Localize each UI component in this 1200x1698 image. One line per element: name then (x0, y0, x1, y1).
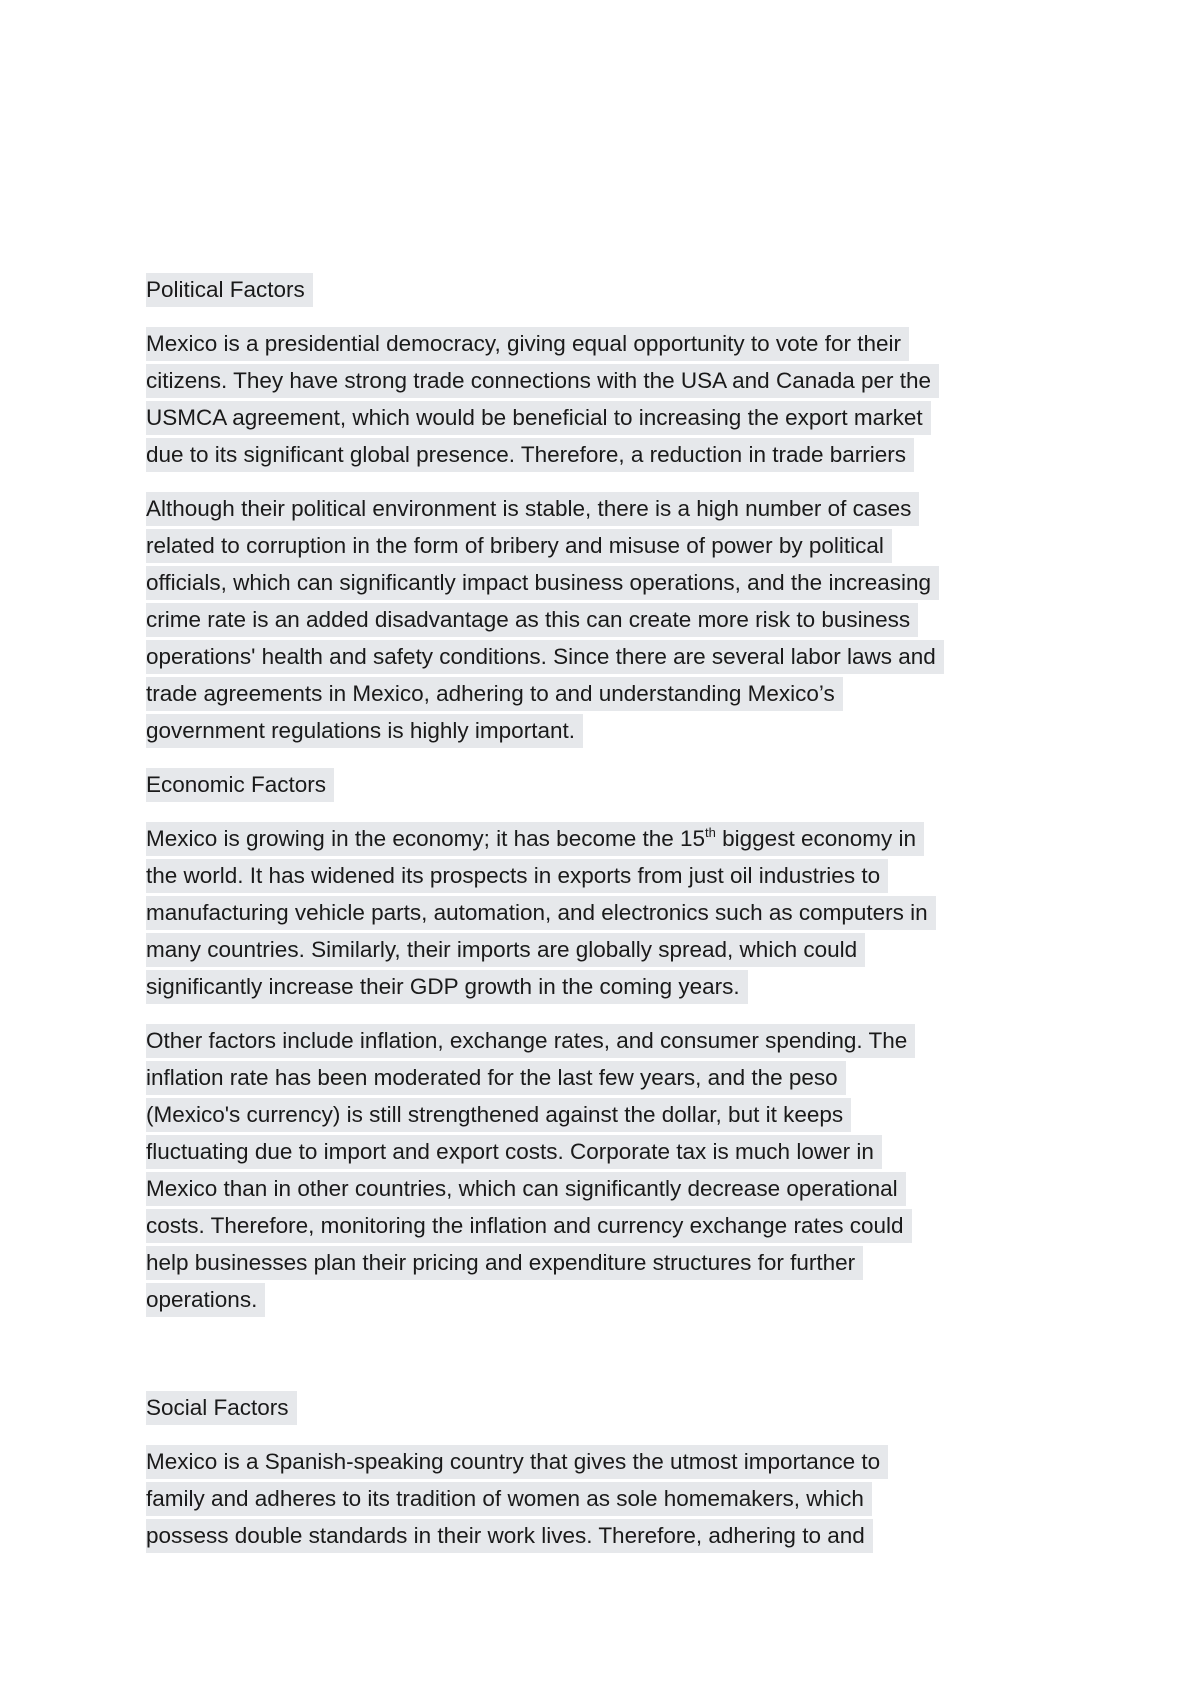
paragraph-line: possess double standards in their work lives. Therefore, adhering to and (146, 1517, 1086, 1554)
section-heading-political: Political Factors (146, 271, 1086, 308)
paragraph-line: Mexico than in other countries, which can significantly decrease operational (146, 1170, 1086, 1207)
paragraph-line: inflation rate has been moderated for the last few years, and the peso (146, 1059, 1086, 1096)
paragraph-line: related to corruption in the form of bribery and misuse of power by political (146, 527, 1086, 564)
document-body (146, 271, 1086, 1554)
paragraph-political-2 (146, 490, 1086, 749)
paragraph-line: Although their political environment is stable, there is a high number of cases (146, 490, 1086, 527)
paragraph-line: costs. Therefore, monitoring the inflation and currency exchange rates could (146, 1207, 1086, 1244)
section-heading-social: Social Factors (146, 1389, 1086, 1426)
paragraph-line: government regulations is highly important. (146, 712, 1086, 749)
paragraph-social-1 (146, 1443, 1086, 1554)
paragraph-political-1 (146, 325, 1086, 473)
paragraph-line: Other factors include inflation, exchange rates, and consumer spending. The (146, 1022, 1086, 1059)
paragraph-line: operations' health and safety conditions. Since there are several labor laws and (146, 638, 1086, 675)
paragraph-line: manufacturing vehicle parts, automation, and electronics such as computers in (146, 894, 1086, 931)
paragraph-line: officials, which can significantly impact business operations, and the increasing (146, 564, 1086, 601)
paragraph-line: Mexico is a Spanish-speaking country that gives the utmost importance to (146, 1443, 1086, 1480)
paragraph-economic-1 (146, 820, 1086, 1005)
paragraph-line: USMCA agreement, which would be beneficial to increasing the export market (146, 399, 1086, 436)
paragraph-line: fluctuating due to import and export costs. Corporate tax is much lower in (146, 1133, 1086, 1170)
paragraph-line: due to its significant global presence. Therefore, a reduction in trade barriers (146, 436, 1086, 473)
paragraph-line: significantly increase their GDP growth in the coming years. (146, 968, 1086, 1005)
paragraph-line: crime rate is an added disadvantage as this can create more risk to business (146, 601, 1086, 638)
paragraph-line: operations. (146, 1281, 1086, 1318)
paragraph-line: family and adheres to its tradition of women as sole homemakers, which (146, 1480, 1086, 1517)
section-heading-economic: Economic Factors (146, 766, 1086, 803)
paragraph-line: Mexico is growing in the economy; it has become the 15th biggest economy in (146, 820, 1086, 857)
paragraph-line: many countries. Similarly, their imports are globally spread, which could (146, 931, 1086, 968)
paragraph-line: help businesses plan their pricing and expenditure structures for further (146, 1244, 1086, 1281)
paragraph-economic-2 (146, 1022, 1086, 1318)
paragraph-line: Mexico is a presidential democracy, giving equal opportunity to vote for their (146, 325, 1086, 362)
paragraph-line: trade agreements in Mexico, adhering to and understanding Mexico’s (146, 675, 1086, 712)
paragraph-line: (Mexico's currency) is still strengthened against the dollar, but it keeps (146, 1096, 1086, 1133)
paragraph-line: citizens. They have strong trade connections with the USA and Canada per the (146, 362, 1086, 399)
paragraph-line: the world. It has widened its prospects in exports from just oil industries to (146, 857, 1086, 894)
